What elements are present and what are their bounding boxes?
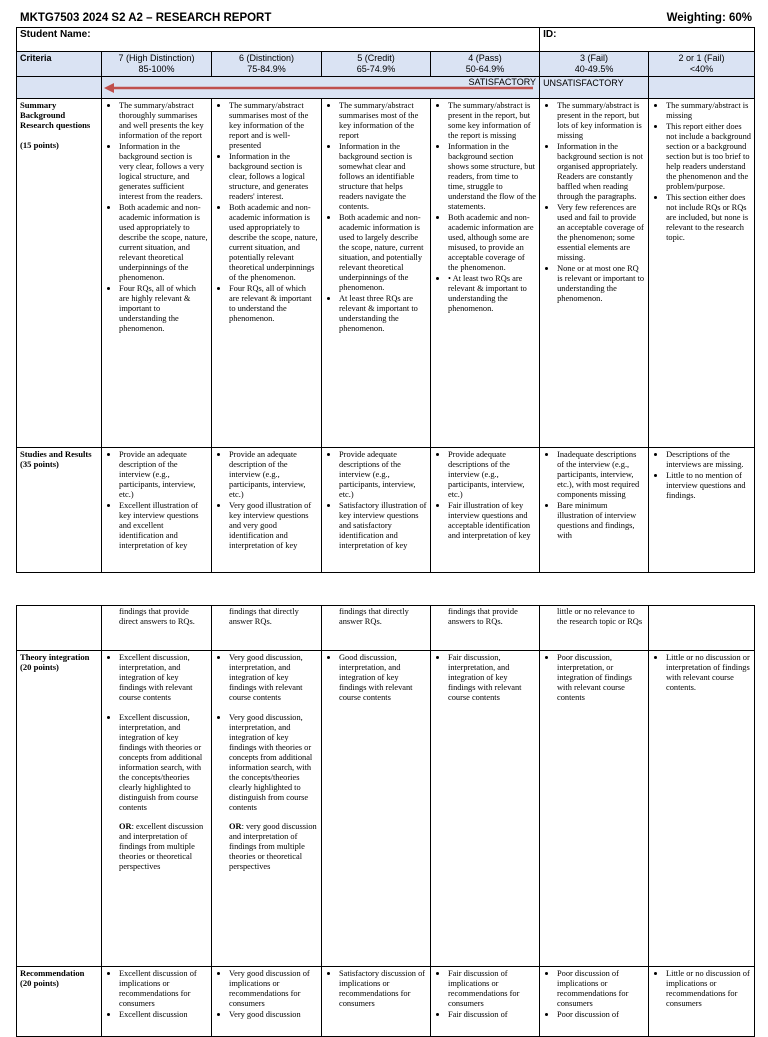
band-empty-cell bbox=[17, 77, 102, 99]
summary-row bbox=[17, 99, 755, 448]
summary-f2-cell: • The summary/abstract is missing • This report either does not include a background section or a background section but is too brief to help readers understand the phenomenon and the problem/purpose. • This section either does not include RQs or RQs are included, but none is relevant to the research topic. bbox=[649, 99, 755, 448]
summary-d-cell: • The summary/abstract summarises most of the key information of the report and is well-presented • Information in the background section is clear, follows a logical structure, and generates readers' interest. • Both academic and non-academic information is used appropriately to describe the scope, nature, current situation, and potentially relevant theoretical underpinnings of the phenomenon. • Four RQs, all of which are relevant & important to understand the phenomenon. bbox=[212, 99, 322, 448]
recommendation-d-cell: • Very good discussion of implications or recommendations for consumers • Very good discussion bbox=[212, 967, 322, 1037]
grade-header-row bbox=[17, 52, 755, 77]
report-title: MKTG7503 2024 S2 A2 – RESEARCH REPORT bbox=[20, 12, 272, 24]
grade-header-d: 6 (Distinction) 75-84.9% bbox=[212, 52, 322, 77]
criterion-studies-continued bbox=[17, 606, 102, 651]
band-empty-cell-2 bbox=[649, 77, 755, 99]
theory-hd-cell: • Excellent discussion, interpretation, and integration of key findings with relevant course contents • Excellent discussion, interpretation, and integration of key findings with theories or concepts from additional information search, with the concepts/theories clearly highlighted to distinguish from course contents OR: excellent discussion and interpretation of findings from multiple theories or theoretical perspectives bbox=[102, 651, 212, 967]
satisfactory-label: SATISFACTORY bbox=[468, 77, 537, 87]
studies-continued-row bbox=[17, 606, 755, 651]
theory-d-cell: • Very good discussion, interpretation, and integration of key findings with relevant course contents • Very good discussion, interpretation, and integration of key findings with theories or concepts from additional information search, with the concepts/theories clearly highlighted to distinguish from course contents OR: very good discussion and interpretation of findings from multiple theories or theoretical perspectives bbox=[212, 651, 322, 967]
recommendation-c-cell: • Satisfactory discussion of implications or recommendations for consumers bbox=[322, 967, 431, 1037]
studies-row bbox=[17, 448, 755, 573]
studies-cont-f2 bbox=[649, 606, 755, 651]
summary-c-cell: • The summary/abstract summarises most of the key information of the report • Information in the background section is somewhat clear and follows an identifiable structure that helps readers navigate the contents. • Both academic and non-academic information is used to largely describe the scope, nature, current situation, and potentially relevant theoretical underpinnings of the phenomenon. • At least three RQs are relevant & important to understanding the phenomenon. bbox=[322, 99, 431, 448]
grade-header-f2: 2 or 1 (Fail) <40% bbox=[649, 52, 755, 77]
report-header bbox=[16, 12, 754, 26]
grade-header-f: 3 (Fail) 40-49.5% bbox=[540, 52, 649, 77]
criteria-header: Criteria bbox=[17, 52, 102, 77]
grade-header-p: 4 (Pass) 50-64.9% bbox=[431, 52, 540, 77]
recommendation-f-cell: • Poor discussion of implications or recommendations for consumers • Poor discussion of bbox=[540, 967, 649, 1037]
studies-p-cell: • Provide adequate descriptions of the interview (e.g., participants, interview, etc.) • Fair illustration of key interview questions and acceptable identification and interpretation of key bbox=[431, 448, 540, 573]
theory-f-cell: • Poor discussion, interpretation, or integration of findings with relevant course contents bbox=[540, 651, 649, 967]
satisfaction-band-row bbox=[17, 77, 755, 99]
studies-cont-hd: findings that provide direct answers to RQs. bbox=[102, 606, 212, 651]
theory-p-cell: • Fair discussion, interpretation, and integration of key findings with relevant course contents bbox=[431, 651, 540, 967]
rubric-table-page-2 bbox=[16, 605, 755, 1037]
criterion-summary: Summary Background Research questions (15 points) bbox=[17, 99, 102, 448]
theory-row bbox=[17, 651, 755, 967]
satisfactory-band bbox=[102, 77, 540, 99]
criterion-theory: Theory integration (20 points) bbox=[17, 651, 102, 967]
criterion-recommendation: Recommendation (20 points) bbox=[17, 967, 102, 1037]
theory-c-cell: • Good discussion, interpretation, and integration of key findings with relevant course contents bbox=[322, 651, 431, 967]
summary-p-cell: • The summary/abstract is present in the report, but some key information of the report is missing • Information in the background section shows some structure, but readers, from time to time, struggle to understand the flow of the statements. • Both academic and non-academic information are used, although some are misused, to provide an acceptable coverage of the phenomenon. • • At least two RQs are relevant & important to understanding the phenomenon. bbox=[431, 99, 540, 448]
weighting-label: Weighting: 60% bbox=[666, 12, 752, 24]
grade-header-c: 5 (Credit) 65-74.9% bbox=[322, 52, 431, 77]
recommendation-hd-cell: • Excellent discussion of implications or recommendations for consumers • Excellent discussion bbox=[102, 967, 212, 1037]
recommendation-row bbox=[17, 967, 755, 1037]
studies-cont-d: findings that directly answer RQs. bbox=[212, 606, 322, 651]
recommendation-f2-cell: • Little or no discussion of implications or recommendations for consumers bbox=[649, 967, 755, 1037]
recommendation-p-cell: • Fair discussion of implications or recommendations for consumers • Fair discussion of bbox=[431, 967, 540, 1037]
studies-cont-p: findings that provide answers to RQs. bbox=[431, 606, 540, 651]
studies-cont-f: little or no relevance to the research topic or RQs bbox=[540, 606, 649, 651]
studies-f2-cell: • Descriptions of the interviews are missing. • Little to no mention of interview questions and findings. bbox=[649, 448, 755, 573]
student-row bbox=[17, 28, 755, 52]
theory-f2-cell: • Little or no discussion or interpretation of findings with relevant course contents. bbox=[649, 651, 755, 967]
satisfactory-arrow-icon bbox=[102, 77, 538, 99]
student-name-field[interactable]: Student Name: bbox=[17, 28, 540, 52]
studies-hd-cell: • Provide an adequate description of the interview (e.g., participants, interview, etc.) • Excellent illustration of key interview questions and excellent identification and interpretation of key bbox=[102, 448, 212, 573]
studies-d-cell: • Provide an adequate description of the interview (e.g., participants, interview, etc.) • Very good illustration of key interview questions and very good identification and interpretation of key bbox=[212, 448, 322, 573]
studies-f-cell: • Inadequate descriptions of the interview (e.g., participants, interview, etc.), with most required components missing • Bare minimum illustration of interview questions and findings, with bbox=[540, 448, 649, 573]
grade-header-hd: 7 (High Distinction) 85-100% bbox=[102, 52, 212, 77]
studies-c-cell: • Provide adequate descriptions of the interview (e.g., participants, interview, etc.) • Satisfactory illustration of key interview questions and satisfactory identification and interpretation of key bbox=[322, 448, 431, 573]
unsatisfactory-label: UNSATISFACTORY bbox=[540, 77, 649, 99]
rubric-table-page-1 bbox=[16, 27, 755, 573]
criterion-studies: Studies and Results (35 points) bbox=[17, 448, 102, 573]
summary-hd-cell: • The summary/abstract thoroughly summarises and well presents the key information of the report • Information in the background section is very clear, follows a very logical structure, and generates sufficient interest from the readers. • Both academic and non-academic information is used appropriately to describe the scope, nature, current situation, and relevant theoretical underpinnings of the phenomenon. • Four RQs, all of which are highly relevant & important to understanding the phenomenon. bbox=[102, 99, 212, 448]
studies-cont-c: findings that directly answer RQs. bbox=[322, 606, 431, 651]
summary-f-cell: • The summary/abstract is present in the report, but lots of key information is missing • Information in the background section is not organised appropriately. Readers are constantly baffled when reading through the paragraphs. • Very few references are used and fail to provide an acceptable coverage of the phenomenon; some essential elements are missing. • None or at most one RQ is relevant or important to understanding the phenomenon. bbox=[540, 99, 649, 448]
student-id-field[interactable]: ID: bbox=[540, 28, 755, 52]
